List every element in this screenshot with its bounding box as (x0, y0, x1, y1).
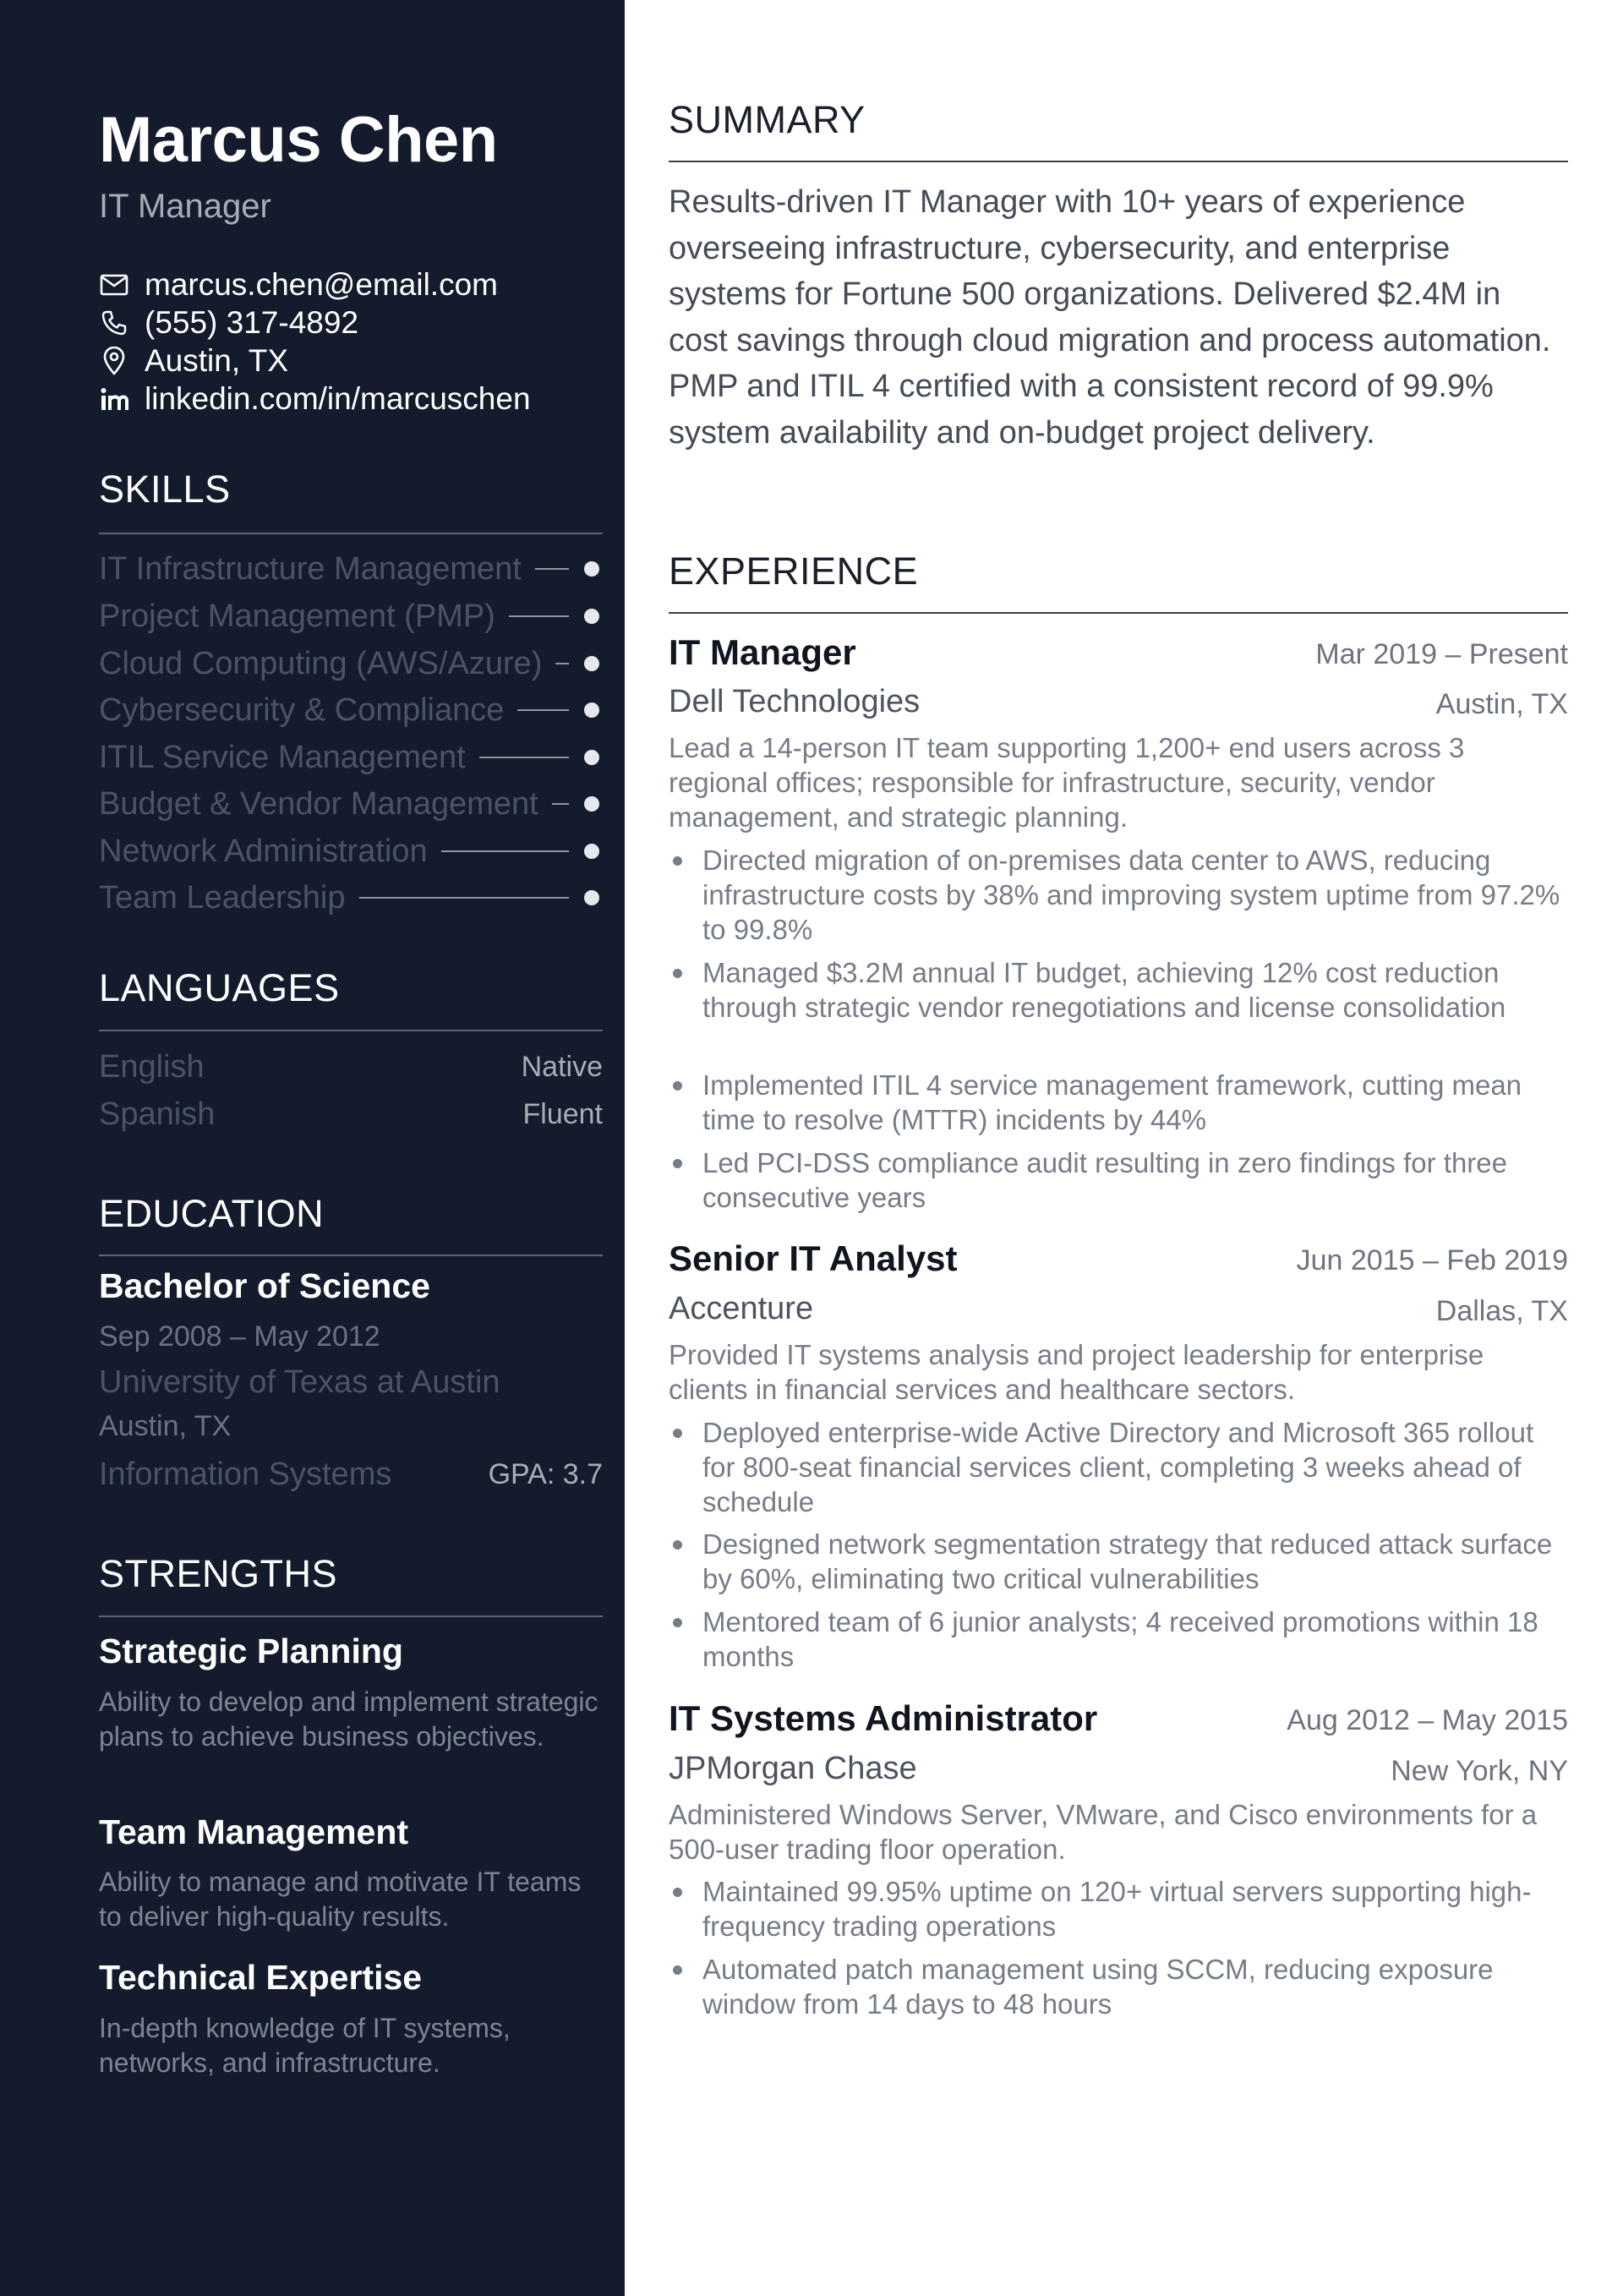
envelope-icon (99, 270, 129, 300)
main-content (625, 0, 1623, 2296)
job-bullet: Mentored team of 6 junior analysts; 4 received promotions within 18 months (669, 1604, 1568, 1674)
map-pin-icon (99, 346, 129, 376)
job-location: New York, NY (1391, 1755, 1568, 1787)
skill-connector (441, 850, 569, 852)
skill-connector (509, 615, 569, 617)
job-company: Dell Technologies (669, 684, 921, 719)
languages-heading: LANGUAGES (99, 966, 340, 1009)
job-title: IT Manager (669, 632, 856, 672)
language-level: Native (521, 1050, 603, 1083)
skill-item (99, 831, 603, 872)
skill-item (99, 549, 603, 589)
skill-connector (517, 709, 569, 711)
contact-phone[interactable] (99, 303, 358, 342)
sidebar (0, 0, 625, 2296)
candidate-name: Marcus Chen (99, 104, 498, 176)
summary-text: Results-driven IT Manager with 10+ years of experience overseeing infrastructure, cybersecurity, and enterprise systems for Fortune 500 organizations. Delivered $2.4M in cost savings through cloud migration and process automation. PMP and ITIL 4 certified with a consistent record of 99.9% system availability and on-budget project delivery. (669, 184, 1551, 451)
skill-label: Project Management (PMP) (99, 598, 495, 634)
contact-location (99, 342, 288, 380)
skill-dot (584, 844, 599, 859)
job-bullet: Automated patch management using SCCM, reducing exposure window from 14 days to 48 hours (669, 1952, 1568, 2021)
linkedin-text: linkedin.com/in/marcuschen (145, 381, 531, 416)
skill-item (99, 596, 603, 637)
job-company: Accenture (669, 1291, 814, 1326)
language-name: English (99, 1048, 205, 1085)
education-field-row (99, 1454, 603, 1495)
skill-label: Cybersecurity & Compliance (99, 692, 505, 728)
summary-heading: SUMMARY (669, 98, 866, 141)
job-dates: Jun 2015 – Feb 2019 (1296, 1244, 1568, 1276)
job-description: Provided IT systems analysis and project leadership for enterprise clients in financial services and healthcare sectors. (669, 1339, 1484, 1405)
summary-divider (669, 161, 1568, 162)
language-item (99, 1047, 603, 1087)
education-divider (99, 1255, 603, 1256)
job-bullet: Directed migration of on-premises data center to AWS, reducing infrastructure costs by 38% and improving system uptime from 97.2% to 99.8% (669, 843, 1568, 947)
location-text: Austin, TX (145, 343, 289, 378)
education-heading: EDUCATION (99, 1192, 325, 1235)
language-level: Fluent (522, 1097, 603, 1130)
skill-dot (584, 656, 599, 671)
skills-heading: SKILLS (99, 467, 231, 511)
job-description: Administered Windows Server, VMware, and Cisco environments for a 500-user trading floor operation. (669, 1799, 1538, 1865)
job-bullet: Maintained 99.95% uptime on 120+ virtual servers supporting high-frequency trading operations (669, 1874, 1568, 1943)
skill-label: ITIL Service Management (99, 739, 466, 775)
skill-item (99, 690, 603, 730)
skill-item (99, 784, 603, 824)
job-bullet: Deployed enterprise-wide Active Directory and Microsoft 365 rollout for 800-seat financial services client, completing 3 weeks ahead of schedule (669, 1415, 1568, 1519)
job-description: Lead a 14-person IT team supporting 1,200+ end users across 3 regional offices; responsible for infrastructure, security, vendor management, and strategic planning. (669, 732, 1465, 833)
strength-description: In-depth knowledge of IT systems, networks, and infrastructure. (99, 2013, 511, 2078)
experience-heading: EXPERIENCE (669, 549, 919, 593)
education-field: Information Systems (99, 1456, 392, 1492)
skill-label: Budget & Vendor Management (99, 785, 538, 822)
job-title: IT Systems Administrator (669, 1698, 1098, 1738)
strength-description: Ability to manage and motivate IT teams to deliver high-quality results. (99, 1867, 582, 1932)
skill-connector (479, 757, 569, 758)
skill-dot (584, 750, 599, 765)
experience-divider (669, 612, 1568, 614)
linkedin-icon (99, 384, 129, 414)
strengths-heading: STRENGTHS (99, 1552, 338, 1595)
job-bullet: Led PCI-DSS compliance audit resulting in zero findings for three consecutive years (669, 1145, 1568, 1215)
job-company: JPMorgan Chase (669, 1751, 917, 1786)
job-title: Senior IT Analyst (669, 1238, 958, 1278)
job-location: Austin, TX (1435, 688, 1568, 720)
skill-item (99, 643, 603, 684)
skill-dot (584, 609, 599, 624)
education-location: Austin, TX (99, 1410, 232, 1442)
skill-connector (535, 568, 569, 570)
education-degree: Bachelor of Science (99, 1266, 430, 1305)
education-school: University of Texas at Austin (99, 1364, 500, 1400)
language-item (99, 1094, 603, 1134)
job-dates: Aug 2012 – May 2015 (1287, 1704, 1568, 1736)
education-dates: Sep 2008 – May 2012 (99, 1320, 380, 1353)
phone-icon (99, 308, 129, 338)
skill-item (99, 737, 603, 778)
job-bullet: Implemented ITIL 4 service management framework, cutting mean time to resolve (MTTR) incidents by 44% (669, 1068, 1568, 1137)
skill-label: Team Leadership (99, 879, 346, 916)
job-dates: Mar 2019 – Present (1315, 638, 1568, 670)
strength-description: Ability to develop and implement strategic plans to achieve business objectives. (99, 1686, 598, 1752)
skills-divider (99, 533, 603, 534)
job-bullet: Designed network segmentation strategy that reduced attack surface by 60%, eliminating two critical vulnerabilities (669, 1527, 1568, 1596)
skill-label: Cloud Computing (AWS/Azure) (99, 645, 543, 681)
strengths-divider (99, 1615, 603, 1617)
strength-title: Technical Expertise (99, 1958, 423, 1997)
skill-connector (359, 897, 569, 899)
education-gpa: GPA: 3.7 (488, 1457, 603, 1490)
skill-dot (584, 796, 599, 812)
email-text: marcus.chen@email.com (145, 267, 498, 302)
skill-dot (584, 702, 599, 718)
strength-title: Team Management (99, 1812, 409, 1851)
language-name: Spanish (99, 1096, 216, 1132)
languages-divider (99, 1030, 603, 1031)
skill-label: IT Infrastructure Management (99, 550, 522, 587)
job-bullet: Managed $3.2M annual IT budget, achieving 12% cost reduction through strategic vendor renegotiations and license consolidation (669, 955, 1568, 1025)
job-location: Dallas, TX (1435, 1295, 1568, 1327)
skill-label: Network Administration (99, 833, 428, 869)
strength-title: Strategic Planning (99, 1632, 403, 1670)
skill-dot (584, 561, 599, 577)
skill-item (99, 877, 603, 918)
skill-connector (555, 663, 569, 664)
phone-text: (555) 317-4892 (145, 305, 359, 340)
contact-linkedin[interactable] (99, 380, 531, 418)
skill-connector (552, 803, 569, 805)
skill-dot (584, 890, 599, 905)
contact-email[interactable] (99, 265, 498, 304)
candidate-role: IT Manager (99, 188, 271, 225)
